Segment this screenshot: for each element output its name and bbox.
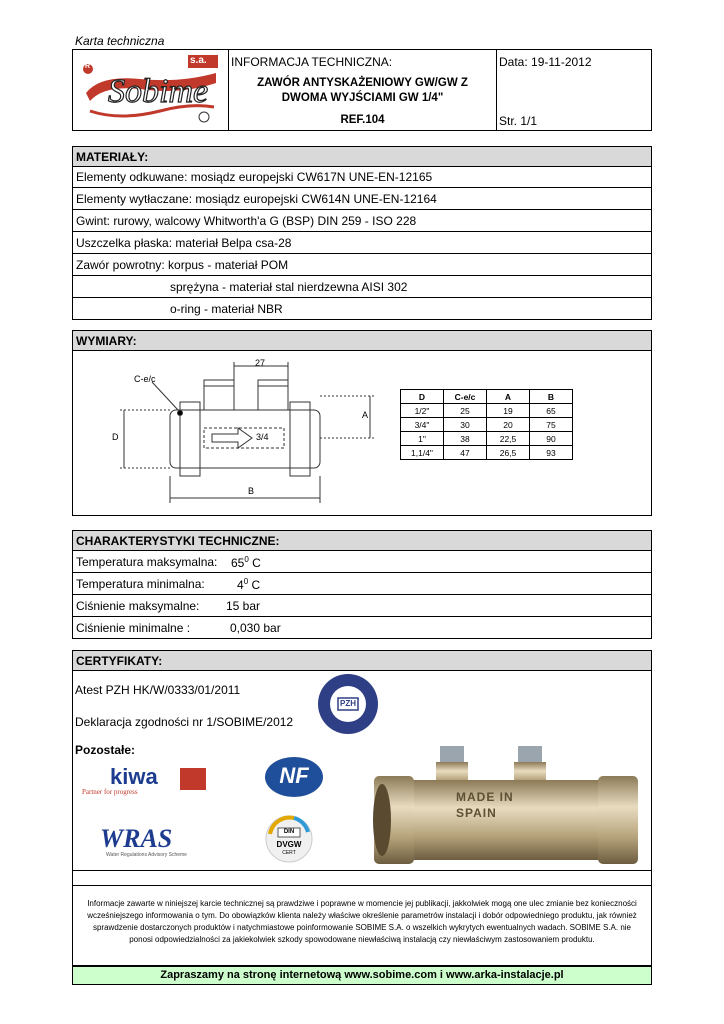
char-row: Temperatura minimalna: $4^0$ C <box>72 573 652 595</box>
others-label: Pozostałe: <box>75 743 136 757</box>
table-header: C-e/c <box>444 390 487 404</box>
material-row-indent: sprężyna - materiał stal nierdzewna AISI 302 <box>72 276 652 298</box>
logo-sa: s.a. <box>190 55 207 66</box>
material-row: Elementy odkuwane: mosiądz europejski CW617N UNE-EN-12165 <box>72 166 652 188</box>
table-header: D <box>401 390 444 404</box>
materials-title: MATERIAŁY: <box>72 146 652 167</box>
wras-logo: WRAS Water Regulations Advisory Scheme <box>100 824 187 858</box>
label-ce: C-e/c <box>134 374 156 384</box>
label-flow: 3/4 <box>256 432 269 442</box>
nf-logo: NF <box>264 756 324 798</box>
material-row: Gwint: rurowy, walcowy Whitworth'a G (BSP) DIN 259 - ISO 228 <box>72 210 652 232</box>
page-number: Str. 1/1 <box>499 114 538 128</box>
disclaimer: Informacje zawarte w niniejszej karcie technicznej są prawdziwe i poprawne w momencie jej publikacji, jakkolwiek mogą one ulec zmianie bez konieczności wcześniejszego informowania o tym. Do obowiązków klienta należy właściwe określenie parametrów instalacji i dobór odpowiedniego produktu, jak również sprawdzenie dostarczonych produktów i natychmiastowe poinformowanie SOBIME S.A. o wszelkich wykrytych ewentualnych wadach. SOBIME S.A. nie ponosi odpowiedzialności za jakiekolwiek szkody spowodowane niewłaściwą instalacją czy niewłaściwym zastosowaniem produktu. <box>87 899 637 944</box>
char-row: Ciśnienie minimalne : 0,030 bar <box>72 617 652 639</box>
date: Data: 19-11-2012 <box>499 55 592 69</box>
sobime-logo <box>80 53 220 125</box>
label-d: D <box>112 432 119 442</box>
ref-number: REF.104 <box>340 114 385 126</box>
characteristics-title: CHARAKTERYSTYKI TECHNICZNE: <box>72 530 652 551</box>
label-a: A <box>362 410 369 420</box>
dvgw-logo: DIN DVGW CERT <box>264 814 314 864</box>
product-line2: DWOMA WYJŚCIAMI GW 1/4" <box>281 92 444 104</box>
website-link[interactable]: Zapraszamy na stronę internetową www.sobime.com i www.arka-instalacje.pl <box>72 966 652 985</box>
logo-r: R <box>85 63 91 70</box>
label-27: 27 <box>255 358 266 368</box>
char-row: Ciśnienie maksymalne: 15 bar <box>72 595 652 617</box>
table-row: 1,1/4" 47 26,5 93 <box>401 446 573 460</box>
valve-drawing <box>112 358 392 508</box>
info-label: INFORMACJA TECHNICZNA: <box>231 55 393 69</box>
material-row: Elementy wytłaczane: mosiądz europejski CW614N UNE-EN-12164 <box>72 188 652 210</box>
material-row: Uszczelka płaska: materiał Belpa csa-28 <box>72 232 652 254</box>
material-row: Zawór powrotny: korpus - materiał POM <box>72 254 652 276</box>
logo-text: Sobime <box>108 73 209 110</box>
table-row: 3/4" 30 20 75 <box>401 418 573 432</box>
pzh-seal-icon: PZH <box>316 672 380 736</box>
table-header: B <box>530 390 573 404</box>
doc-type: Karta techniczna <box>75 34 165 48</box>
declaration: Deklaracja zgodności nr 1/SOBIME/2012 <box>75 715 294 729</box>
dimensions-table <box>400 389 573 460</box>
table-header: A <box>487 390 530 404</box>
kiwa-logo: kiwa Partner for progress <box>82 764 208 800</box>
certificates-title: CERTYFIKATY: <box>72 650 652 671</box>
product-line1: ZAWÓR ANTYSKAŻENIOWY GW/GW Z <box>257 77 468 89</box>
table-row: 1/2" 25 19 65 <box>401 404 573 418</box>
dimensions-title: WYMIARY: <box>72 330 652 351</box>
material-row-indent: o-ring - materiał NBR <box>72 298 652 320</box>
table-row: 1" 38 22,5 90 <box>401 432 573 446</box>
char-row: Temperatura maksymalna: $65^0$ C <box>72 551 652 573</box>
atest: Atest PZH HK/W/0333/01/2011 <box>75 683 241 697</box>
valve-photo: MADE IN SPAIN <box>370 744 642 868</box>
label-b: B <box>248 486 255 496</box>
